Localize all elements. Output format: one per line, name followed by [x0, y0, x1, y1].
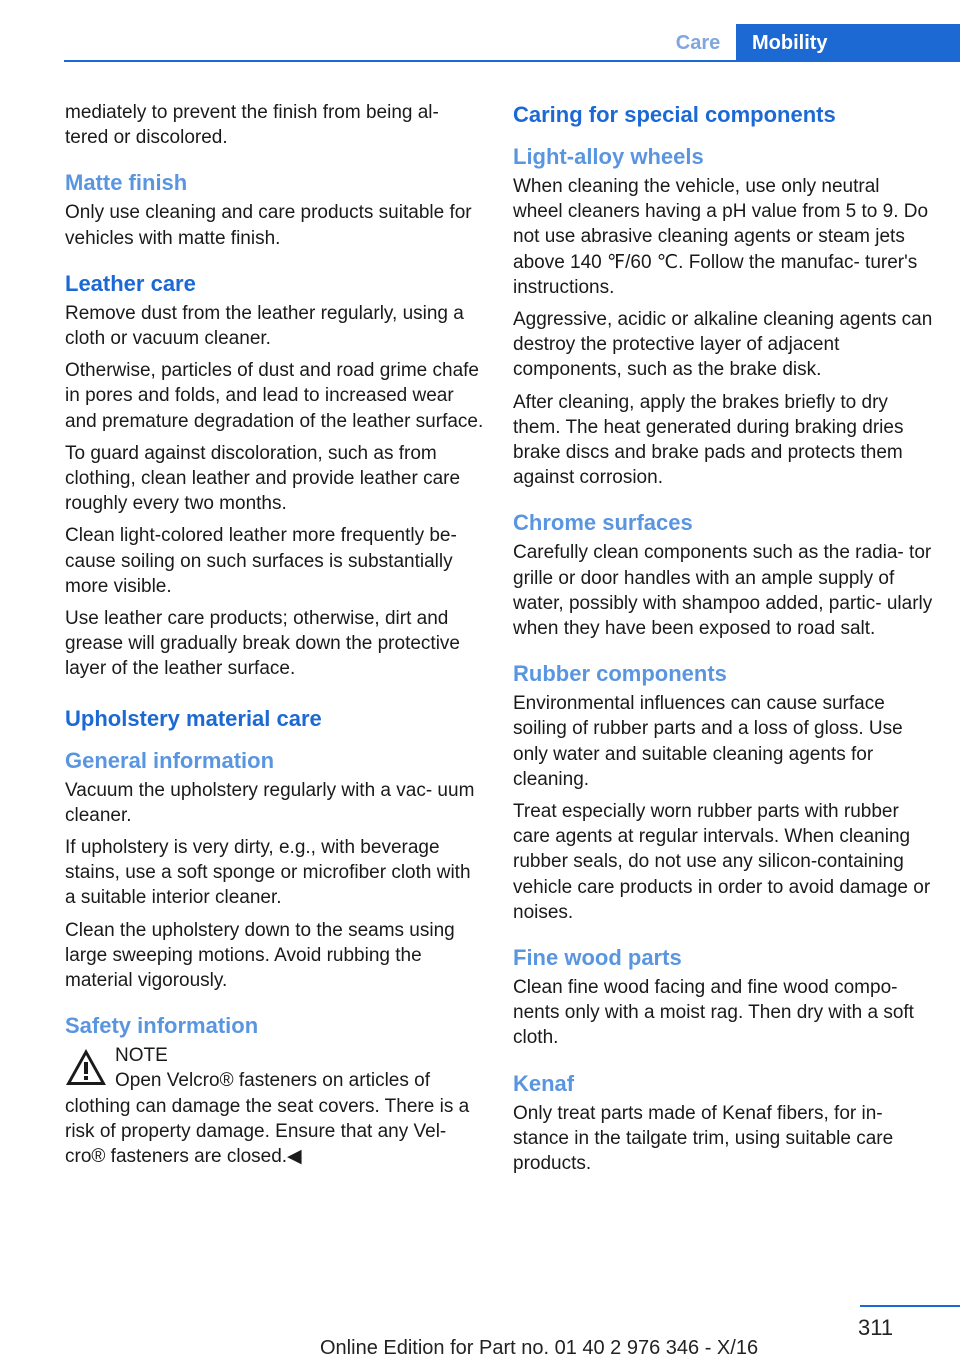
leather-paragraph-3: To guard against discoloration, such as from clothing, clean leather and provide leather care roughly every two months.: [65, 442, 461, 515]
leather-paragraph-5: Use leather care products; otherwise, dirt and grease will gradually break down the protective layer of the leather surface.: [65, 608, 460, 680]
general-information-heading: General information: [65, 747, 275, 773]
leather-care-heading: Leather care: [65, 270, 196, 296]
right-column: [513, 100, 933, 1183]
special-components-heading: Caring for special components: [513, 102, 836, 127]
warning-triangle-icon: [65, 1047, 107, 1087]
leather-paragraph-4: Clean light-colored leather more frequently be- cause soiling on such surfaces is substantially more visible.: [65, 525, 457, 597]
light-alloy-wheels-heading: Light-alloy wheels: [513, 144, 704, 169]
tab-mobility[interactable]: Mobility: [736, 24, 960, 62]
leather-paragraph-2: Otherwise, particles of dust and road grime chafe in pores and folds, and lead to increased wear and premature degradation of the leather surface.: [65, 360, 484, 432]
note-label: NOTE: [115, 1045, 168, 1067]
page-number: 311: [858, 1315, 894, 1340]
edition-footer: Online Edition for Part no. 01 40 2 976 346 - X/16: [320, 1337, 759, 1359]
alloy-paragraph-3: After cleaning, apply the brakes briefly to dry them. The heat generated during braking dries brake discs and brake pads and protects them against corrosion.: [513, 391, 904, 489]
rubber-paragraph-2: Treat especially worn rubber parts with rubber care agents at regular intervals. When cleaning rubber seals, do not use any silicon-containing vehicle care products in order to avoid damage or noises.: [513, 801, 931, 923]
chrome-surfaces-heading: Chrome surfaces: [513, 510, 693, 536]
kenaf-paragraph-1: Only treat parts made of Kenaf fibers, for in- stance in the tailgate trim, using suitable care products.: [513, 1102, 894, 1175]
left-column: [65, 100, 485, 1176]
alloy-paragraph-1: When cleaning the vehicle, use only neutral wheel cleaners having a pH value from 5 to 9. Do not use abrasive cleaning agents or steam jets above 140 ℉/60 ℃. Follow the manufac- turer's instructions.: [513, 176, 929, 298]
note-block: [65, 1043, 485, 1169]
matte-finish-text: Only use cleaning and care products suitable for vehicles with matte finish.: [65, 202, 472, 249]
alloy-paragraph-2: Aggressive, acidic or alkaline cleaning agents can destroy the protective layer of adjacent components, such as the brake disk.: [513, 309, 933, 381]
wood-paragraph-1: Clean fine wood facing and fine wood compo- nents only with a moist rag. Then dry with a soft cloth.: [513, 977, 914, 1049]
kenaf-heading: Kenaf: [513, 1070, 575, 1096]
rubber-paragraph-1: Environmental influences can cause surface soiling of rubber parts and a loss of gloss. Use only water and suitable cleaning agents for cleaning.: [513, 693, 903, 790]
note-text: Open Velcro® fasteners on articles of clothing can damage the seat covers. There is a risk of property damage. Ensure that any Vel- cro® fasteners are closed.◀: [65, 1070, 470, 1168]
intro-paragraph: mediately to prevent the finish from being al- tered or discolored.: [65, 102, 439, 149]
upholstery-care-heading: Upholstery material care: [65, 705, 322, 731]
general-paragraph-1: Vacuum the upholstery regularly with a vac- uum cleaner.: [65, 779, 475, 826]
safety-information-heading: Safety information: [65, 1013, 259, 1039]
tab-care[interactable]: Care: [675, 32, 721, 54]
fine-wood-heading: Fine wood parts: [513, 945, 682, 971]
rubber-components-heading: Rubber components: [513, 661, 727, 687]
chrome-paragraph-1: Carefully clean components such as the radia- tor grille or door handles with an ample supply of water, possibly with shampoo added, partic- ularly when they have been exposed to road salt.: [513, 542, 933, 640]
leather-paragraph-1: Remove dust from the leather regularly, using a cloth or vacuum cleaner.: [65, 302, 464, 350]
general-paragraph-3: Clean the upholstery down to the seams using large sweeping motions. Avoid rubbing the material vigorously.: [65, 919, 455, 992]
general-paragraph-2: If upholstery is very dirty, e.g., with beverage stains, use a soft sponge or microfiber cloth with a suitable interior cleaner.: [65, 837, 471, 909]
matte-finish-heading: Matte finish: [65, 170, 188, 196]
footer-rule: [860, 1305, 960, 1307]
